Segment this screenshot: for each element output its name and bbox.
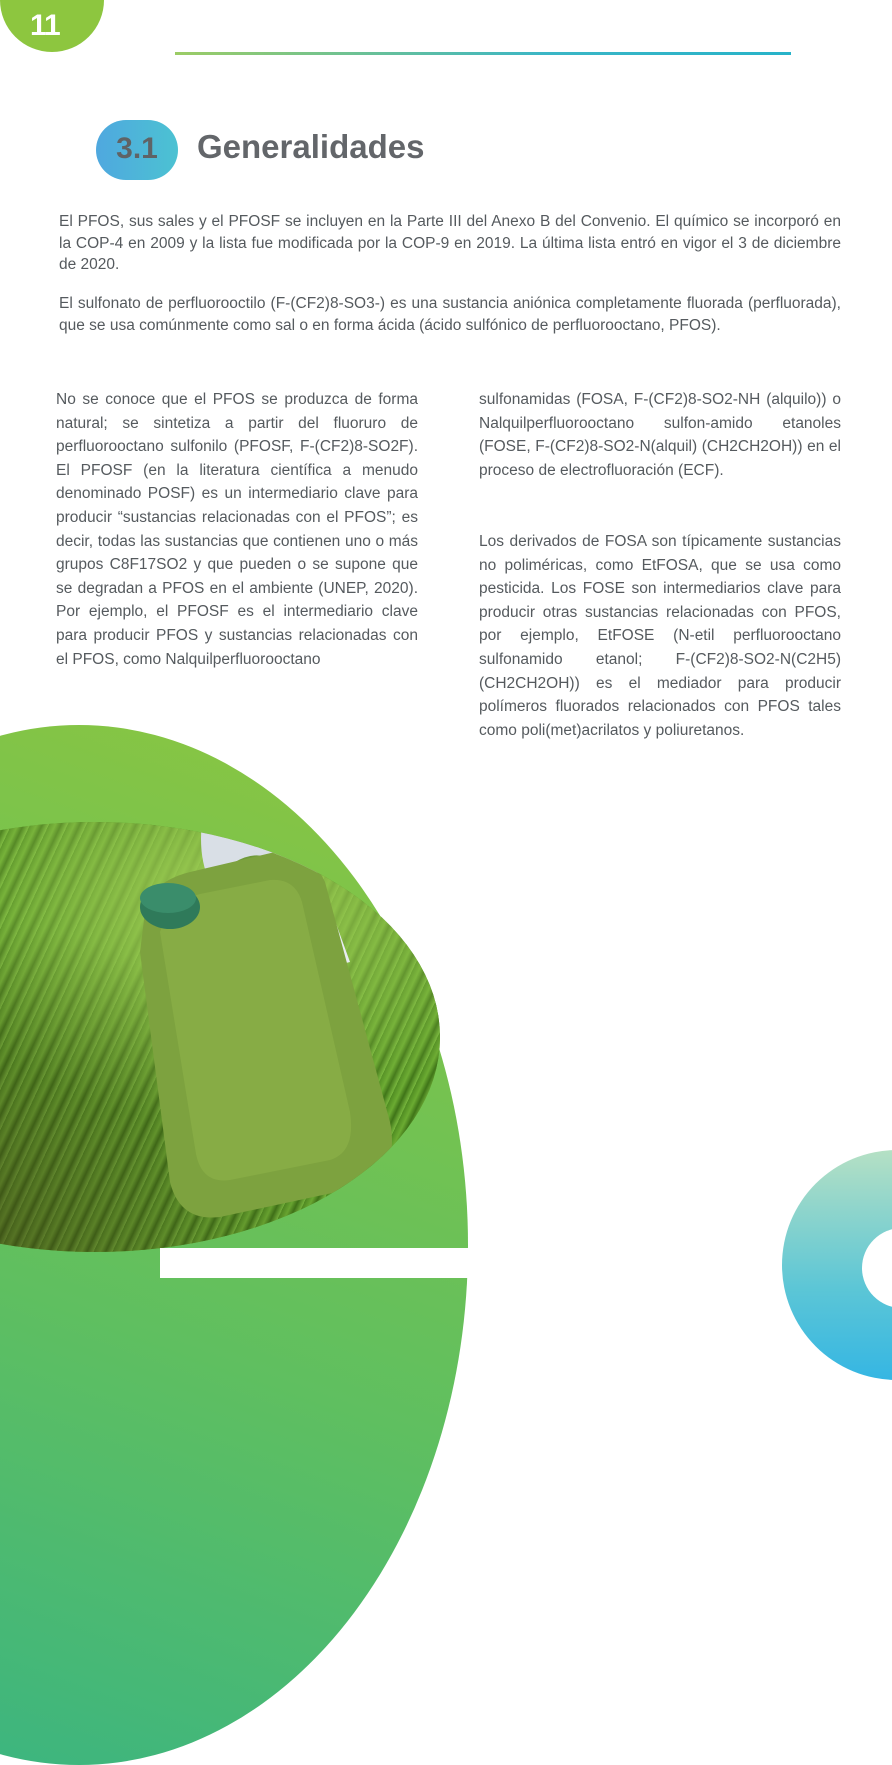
jerrycan-illustration <box>0 822 440 1252</box>
left-column-text: No se conoce que el PFOS se produzca de forma natural; se sintetiza a partir del fluoruro de perfluorooctano sulfonilo (PFOSF, F-(CF2)8-SO2F). El PFOSF (en la literatura científica a menudo denominado POSF) es un intermediario clave para producir “sustancias relacionadas con el PFOS”; es decir, todas las sustancias que contienen uno o más grupos C8F17SO2 y que pueden o se supone que se degradan a PFOS en el ambiente (UNEP, 2020). Por ejemplo, el PFOSF es el intermediario clave para producir PFOS y sustancias relacionadas con el PFOS, como Nalquilperfluorooctano <box>56 391 418 668</box>
section-title: Generalidades <box>197 128 425 165</box>
pesticide-container-photo <box>0 822 440 1252</box>
right-column-text-1: sulfonamidas (FOSA, F-(CF2)8-SO2-NH (alquilo)) o Nalquilperfluorooctano sulfon-amido etanoles (FOSE, F-(CF2)8-SO2-N(alquil) (CH2CH2OH)) en el proceso de electrofluoración (ECF). <box>479 391 841 479</box>
section-number: 3.1 <box>116 132 158 165</box>
section-number-badge <box>96 120 178 180</box>
photo-bottom-edge <box>160 1248 480 1278</box>
right-column-text-2: Los derivados de FOSA son típicamente sustancias no poliméricas, como EtFOSA, que se usa como pesticida. Los FOSE son intermediarios clave para producir otras sustancias relacionadas con PFOS, por ejemplo, EtFOSE (N-etil perfluorooctano sulfonamido etanol; F-(CF2)8-SO2-N(C2H5) (CH2CH2OH)) es el mediador para producir polímeros fluorados relacionados con PFOS tales como poli(met)acrilatos y poliuretanos. <box>479 533 841 739</box>
intro-paragraph-1: El PFOS, sus sales y el PFOSF se incluyen en la Parte III del Anexo B del Convenio. El químico se incorporó en la COP-4 en 2009 y la lista fue modificada por la COP-9 en 2019. La última lista entró en vigor el 3 de diciembre de 2020. <box>59 213 841 273</box>
intro-paragraph-2: El sulfonato de perfluorooctilo (F-(CF2)8-SO3-) es una sustancia aniónica completamente fluorada (perfluorada), que se usa comúnmente como sal o en forma ácida (ácido sulfónico de perfluorooctano, PFOS). <box>59 295 841 334</box>
page-number: 11 <box>30 9 60 42</box>
header-rule <box>175 52 791 55</box>
